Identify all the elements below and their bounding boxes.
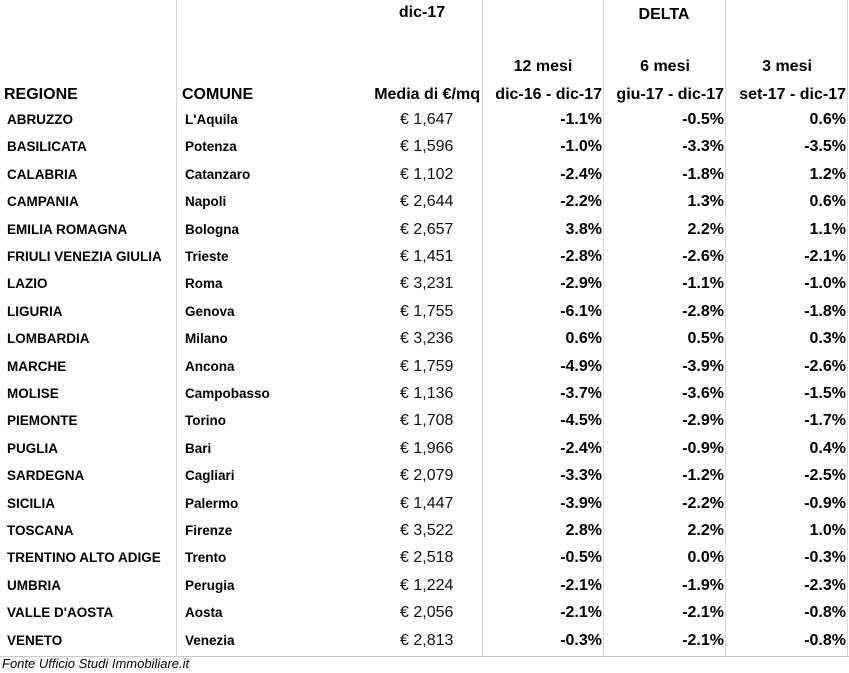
media-cell: € 1,447: [400, 494, 454, 512]
grid-divider: [482, 0, 483, 657]
regione-cell: BASILICATA: [7, 139, 87, 155]
media-cell: € 1,596: [400, 138, 454, 156]
delta-12m-cell: -2.1%: [560, 604, 602, 622]
media-cell: € 1,136: [400, 385, 454, 402]
media-cell: € 1,759: [400, 357, 454, 375]
delta-3m-cell: -0.9%: [804, 494, 846, 512]
period-header: dic-17: [398, 4, 446, 21]
media-cell: € 2,079: [400, 467, 454, 485]
delta-3m-cell: -2.5%: [804, 467, 846, 485]
media-cell: € 1,224: [400, 576, 454, 594]
delta-3m-cell: 0.3%: [809, 330, 846, 348]
delta-6m-cell: 2.2%: [687, 522, 724, 539]
comune-cell: Bari: [185, 440, 212, 456]
delta-3m-cell: -0.8%: [804, 604, 846, 622]
delta-12m-cell: -2.9%: [560, 275, 602, 293]
delta-12m-cell: -0.3%: [560, 631, 602, 649]
delta-12m-cell: -6.1%: [560, 302, 602, 320]
delta-6m-cell: -3.6%: [682, 385, 724, 402]
delta-3m-cell: 0.6%: [809, 193, 846, 211]
delta-12m-cell: -1.0%: [560, 138, 602, 156]
delta-6m-cell: -1.2%: [682, 467, 724, 485]
regione-cell: UMBRIA: [7, 577, 61, 593]
delta-6m-cell: 0.0%: [687, 549, 724, 567]
delta-3m-cell: -0.8%: [804, 631, 846, 649]
media-cell: € 2,813: [400, 631, 454, 649]
regione-cell: PIEMONTE: [7, 413, 78, 429]
delta-12m-cell: -3.3%: [560, 467, 602, 485]
delta-6m-cell: -2.9%: [682, 412, 724, 430]
delta-3m-cell: -1.5%: [804, 385, 846, 402]
delta-6m-cell: 1.3%: [687, 193, 724, 211]
comune-cell: Trento: [185, 550, 227, 566]
media-cell: € 2,644: [400, 193, 454, 211]
media-cell: € 1,708: [400, 412, 454, 430]
comune-cell: Torino: [185, 413, 226, 429]
delta-header: DELTA: [638, 6, 690, 23]
delta-6m-cell: 2.2%: [687, 220, 724, 238]
m12-title: 12 mesi: [513, 58, 573, 75]
comune-cell: Palermo: [185, 495, 239, 511]
regione-cell: FRIULI VENEZIA GIULIA: [7, 249, 162, 264]
comune-cell: Aosta: [185, 605, 223, 621]
delta-6m-cell: -2.1%: [682, 604, 724, 622]
delta-6m-cell: -2.1%: [682, 631, 724, 649]
regione-cell: LIGURIA: [7, 303, 63, 319]
delta-6m-cell: -2.8%: [682, 302, 724, 320]
delta-3m-cell: -1.0%: [804, 275, 846, 293]
col-regione-header: REGIONE: [4, 86, 78, 103]
m3-title: 3 mesi: [762, 58, 812, 75]
delta-6m-cell: -3.3%: [682, 138, 724, 156]
delta-12m-cell: -2.2%: [560, 193, 602, 211]
col-comune-header: COMUNE: [182, 86, 254, 103]
delta-6m-cell: -3.9%: [682, 357, 724, 375]
grid-divider: [725, 0, 726, 657]
delta-12m-cell: -2.4%: [560, 439, 602, 457]
delta-12m-cell: -0.5%: [560, 549, 602, 567]
delta-6m-cell: -2.2%: [682, 494, 724, 512]
delta-3m-cell: 1.1%: [809, 220, 846, 238]
m3-range-header: set-17 - dic-17: [739, 86, 846, 103]
delta-12m-cell: -1.1%: [560, 111, 602, 128]
delta-6m-cell: -0.9%: [682, 439, 724, 457]
comune-cell: Ancona: [185, 358, 235, 374]
regione-cell: SICILIA: [7, 495, 56, 511]
comune-cell: Bologna: [185, 221, 239, 237]
delta-3m-cell: -2.1%: [804, 248, 846, 265]
delta-12m-cell: -4.5%: [560, 412, 602, 430]
regione-cell: LOMBARDIA: [7, 331, 90, 347]
comune-cell: Potenza: [185, 139, 237, 155]
comune-cell: Perugia: [185, 577, 235, 593]
m12-range-header: dic-16 - dic-17: [495, 86, 602, 103]
regione-cell: TOSCANA: [7, 523, 74, 538]
media-cell: € 1,755: [400, 302, 454, 320]
delta-12m-cell: 0.6%: [565, 330, 602, 348]
media-cell: € 1,966: [400, 439, 454, 457]
media-cell: € 1,451: [400, 248, 454, 265]
regione-cell: ABRUZZO: [7, 112, 73, 127]
comune-cell: Napoli: [185, 194, 227, 210]
regione-cell: SARDEGNA: [7, 468, 85, 484]
m6-title: 6 mesi: [640, 58, 690, 75]
comune-cell: Campobasso: [185, 386, 270, 401]
regione-cell: VENETO: [7, 632, 63, 648]
comune-cell: Milano: [185, 331, 228, 347]
delta-6m-cell: -1.9%: [682, 576, 724, 594]
delta-3m-cell: 1.0%: [809, 522, 846, 539]
grid-divider: [176, 0, 177, 657]
regione-cell: MOLISE: [7, 386, 59, 401]
delta-12m-cell: 3.8%: [565, 220, 602, 238]
grid-divider: [603, 0, 604, 657]
delta-6m-cell: -0.5%: [682, 111, 724, 128]
delta-3m-cell: -2.6%: [804, 357, 846, 375]
grid-divider: [847, 0, 848, 657]
delta-3m-cell: -2.3%: [804, 576, 846, 594]
media-cell: € 3,522: [400, 522, 454, 539]
delta-3m-cell: 0.6%: [809, 111, 846, 128]
delta-6m-cell: -2.6%: [682, 248, 724, 265]
regione-cell: LAZIO: [7, 276, 48, 292]
delta-3m-cell: -1.7%: [804, 412, 846, 430]
delta-6m-cell: -1.1%: [682, 275, 724, 293]
comune-cell: Trieste: [185, 249, 229, 264]
m6-range-header: giu-17 - dic-17: [616, 86, 724, 103]
delta-3m-cell: -0.3%: [804, 549, 846, 567]
media-cell: € 2,518: [400, 549, 454, 567]
comune-cell: Cagliari: [185, 468, 235, 484]
media-cell: € 1,647: [400, 111, 454, 128]
media-cell: € 2,657: [400, 220, 454, 238]
comune-cell: Venezia: [185, 632, 235, 648]
delta-3m-cell: -3.5%: [804, 138, 846, 156]
delta-6m-cell: 0.5%: [687, 330, 724, 348]
delta-6m-cell: -1.8%: [682, 165, 724, 183]
source-footer: Fonte Ufficio Studi Immobiliare.it: [2, 656, 190, 671]
delta-12m-cell: -3.7%: [560, 385, 602, 402]
comune-cell: Catanzaro: [185, 166, 251, 182]
media-cell: € 2,056: [400, 604, 454, 622]
delta-12m-cell: -2.1%: [560, 576, 602, 594]
regione-cell: CALABRIA: [7, 166, 78, 182]
media-cell: € 3,231: [400, 275, 454, 293]
delta-3m-cell: 0.4%: [809, 439, 846, 457]
regione-cell: EMILIA ROMAGNA: [7, 221, 128, 237]
comune-cell: Firenze: [185, 523, 233, 538]
comune-cell: Roma: [185, 276, 223, 292]
delta-3m-cell: -1.8%: [804, 302, 846, 320]
delta-12m-cell: -3.9%: [560, 494, 602, 512]
regione-cell: MARCHE: [7, 358, 67, 374]
delta-12m-cell: -4.9%: [560, 357, 602, 375]
regione-cell: PUGLIA: [7, 440, 59, 456]
delta-3m-cell: 1.2%: [809, 165, 846, 183]
regione-cell: CAMPANIA: [7, 194, 79, 210]
col-media-header: Media di €/mq: [374, 86, 480, 103]
delta-12m-cell: 2.8%: [565, 522, 602, 539]
comune-cell: L'Aquila: [185, 112, 238, 127]
media-cell: € 3,236: [400, 330, 454, 348]
regione-cell: VALLE D'AOSTA: [7, 605, 114, 621]
media-cell: € 1,102: [400, 165, 454, 183]
regione-cell: TRENTINO ALTO ADIGE: [7, 550, 161, 566]
comune-cell: Genova: [185, 303, 235, 319]
delta-12m-cell: -2.8%: [560, 248, 602, 265]
delta-12m-cell: -2.4%: [560, 165, 602, 183]
